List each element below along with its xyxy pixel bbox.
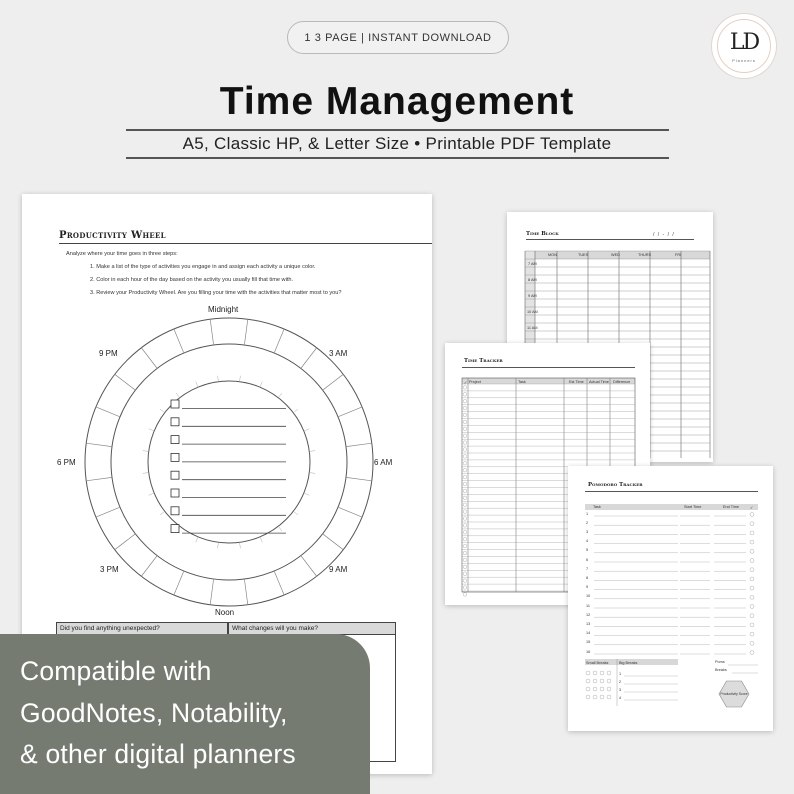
row-check xyxy=(463,413,467,417)
checklist-box xyxy=(171,400,179,408)
inner-tick xyxy=(160,511,165,515)
col-end-time: End Time xyxy=(723,505,740,509)
small-break-dot xyxy=(600,671,604,675)
compatibility-badge xyxy=(0,634,370,794)
question-unexpected: Did you find anything unexpected? xyxy=(57,623,227,635)
productivity-score-label: Productivity Score xyxy=(720,692,748,696)
checklist-box xyxy=(171,507,179,515)
time-block-date: / / - / / xyxy=(653,232,675,238)
row-check xyxy=(463,579,467,583)
row-check xyxy=(463,586,467,590)
time-11am: 11 AM xyxy=(527,326,538,330)
small-break-dot xyxy=(600,687,604,691)
row-check xyxy=(750,531,754,535)
small-break-dot xyxy=(607,687,611,691)
row-check xyxy=(750,522,754,526)
row-check xyxy=(463,524,467,528)
row-check xyxy=(463,517,467,521)
row-check xyxy=(463,406,467,410)
row-number: 7 xyxy=(586,566,589,571)
row-check xyxy=(750,595,754,599)
row-check xyxy=(750,559,754,563)
inner-tick xyxy=(143,473,149,474)
inner-tick xyxy=(304,429,310,431)
row-number: 8 xyxy=(586,575,589,580)
big-break-3: 3 xyxy=(619,688,622,692)
row-check xyxy=(750,623,754,627)
row-check xyxy=(750,513,754,517)
row-check xyxy=(463,496,467,500)
row-check xyxy=(463,386,467,390)
inner-tick xyxy=(218,542,219,548)
hour-segment-divider xyxy=(301,556,317,577)
small-break-dot xyxy=(586,679,590,683)
row-check xyxy=(463,531,467,535)
row-number: 6 xyxy=(586,557,589,562)
big-breaks-header: Big Breaks xyxy=(619,661,638,665)
row-check xyxy=(463,462,467,466)
row-check xyxy=(463,558,467,562)
wheel-intro: Analyze where your time goes in three steps: xyxy=(66,251,178,257)
inner-tick xyxy=(309,473,315,474)
row-number: 10 xyxy=(586,594,591,599)
row-check xyxy=(750,605,754,609)
hour-segment-divider xyxy=(323,374,344,390)
row-check xyxy=(750,651,754,655)
badge-line-3: & other digital planners xyxy=(20,739,296,769)
title-rule-bottom xyxy=(126,157,669,159)
row-check xyxy=(463,434,467,438)
wheel-label-9pm: 9 PM xyxy=(99,349,118,358)
title-rule-top xyxy=(126,129,669,131)
pomodoro-title: Pomodoro Tracker xyxy=(588,482,643,488)
small-break-dot xyxy=(600,695,604,699)
inner-tick xyxy=(149,493,155,495)
time-tracker-title: Time Tracker xyxy=(464,358,503,364)
hour-segment-divider xyxy=(210,579,213,605)
clock-wheel xyxy=(22,194,432,624)
badge-line-2: GoodNotes, Notability, xyxy=(20,698,288,728)
hour-segment-divider xyxy=(244,319,247,345)
badge-line-1: Compatible with xyxy=(20,656,212,686)
row-check xyxy=(463,510,467,514)
small-break-dot xyxy=(607,695,611,699)
row-check xyxy=(463,468,467,472)
big-break-2: 2 xyxy=(619,680,622,684)
hour-segment-divider xyxy=(86,477,112,480)
logo-wordmark: Planners xyxy=(732,58,756,63)
row-check xyxy=(750,586,754,590)
inner-tick xyxy=(240,376,241,382)
col-project: Project xyxy=(469,380,481,384)
small-break-dot xyxy=(586,671,590,675)
small-break-dot xyxy=(586,695,590,699)
small-breaks-header: Small Breaks xyxy=(586,661,609,665)
hour-segment-divider xyxy=(346,443,372,446)
checklist-box xyxy=(171,436,179,444)
inner-tick xyxy=(260,537,262,543)
hour-segment-divider xyxy=(301,348,317,369)
time-block-title: Time Block xyxy=(526,231,559,237)
pomodoro-tracker-sheet xyxy=(568,466,773,731)
wheel-label-6pm: 6 PM xyxy=(57,458,76,467)
hour-segment-divider xyxy=(244,579,247,605)
hour-segment-divider xyxy=(96,407,120,417)
day-fri: FRI xyxy=(675,253,682,257)
inner-tick xyxy=(293,511,298,515)
hour-segment-divider xyxy=(210,319,213,345)
col-difference: Difference xyxy=(613,380,631,384)
big-break-4: 4 xyxy=(619,696,622,700)
wheel-label-9am: 9 AM xyxy=(329,565,348,574)
row-check xyxy=(750,632,754,636)
small-break-dot xyxy=(593,695,597,699)
hour-segment-divider xyxy=(141,348,157,369)
breaks-label: Breaks xyxy=(715,668,727,672)
brand-logo xyxy=(712,14,776,78)
page-subtitle: A5, Classic HP, & Letter Size • Printable PDF Template xyxy=(182,134,612,153)
col-actual-time: Actual Time xyxy=(589,380,609,384)
row-check xyxy=(750,614,754,618)
row-check xyxy=(463,455,467,459)
hour-segment-divider xyxy=(274,571,284,595)
row-check xyxy=(463,475,467,479)
row-check xyxy=(463,503,467,507)
row-check xyxy=(463,399,467,403)
wheel-label-3pm: 3 PM xyxy=(100,565,119,574)
small-break-dot xyxy=(586,687,590,691)
day-tues: TUES xyxy=(578,253,589,257)
day-mon: MON xyxy=(548,253,557,257)
wheel-label-3am: 3 AM xyxy=(329,349,348,358)
col-start-time: Start Time xyxy=(684,505,702,509)
row-check xyxy=(750,577,754,581)
inner-tick xyxy=(149,429,155,431)
page-count-pill: 1 3 PAGE | INSTANT DOWNLOAD xyxy=(287,21,509,54)
inner-tick xyxy=(260,382,262,388)
page-title: Time Management xyxy=(219,80,575,123)
inner-tick xyxy=(304,493,310,495)
time-7am: 7 AM xyxy=(528,262,537,266)
row-number: 9 xyxy=(586,585,589,590)
row-check xyxy=(463,489,467,493)
small-break-dot xyxy=(593,687,597,691)
time-8am: 8 AM xyxy=(528,278,537,282)
row-check xyxy=(463,593,467,597)
hour-segment-divider xyxy=(174,571,184,595)
hour-segment-divider xyxy=(115,374,136,390)
poms-label: Poms xyxy=(715,660,725,664)
row-check xyxy=(463,572,467,576)
col-task: Task xyxy=(593,505,601,509)
checklist-box xyxy=(171,453,179,461)
hour-segment-divider xyxy=(338,407,362,417)
inner-tick xyxy=(309,451,315,452)
col-est-time: Est Time xyxy=(569,380,584,384)
row-check xyxy=(463,544,467,548)
inner-tick xyxy=(278,526,282,531)
checklist-box xyxy=(171,489,179,497)
checklist-box xyxy=(171,471,179,479)
inner-tick xyxy=(240,542,241,548)
wheel-label-midnight: Midnight xyxy=(208,305,239,314)
table-header-band xyxy=(462,378,635,384)
row-check xyxy=(750,568,754,572)
small-break-dot xyxy=(600,679,604,683)
row-check xyxy=(463,441,467,445)
small-break-dot xyxy=(593,679,597,683)
small-break-dot xyxy=(593,671,597,675)
row-check xyxy=(463,565,467,569)
small-break-dot xyxy=(607,671,611,675)
row-check xyxy=(463,448,467,452)
row-number: 3 xyxy=(586,529,589,534)
wheel-label-noon: Noon xyxy=(215,608,235,617)
inner-tick xyxy=(196,537,198,543)
col-check: ✓ xyxy=(464,381,468,385)
row-number: 2 xyxy=(586,520,589,525)
hour-segment-divider xyxy=(115,534,136,550)
inner-tick xyxy=(196,382,198,388)
wheel-step-1: 1. Make a list of the type of activities you engage in and assign each activity a unique color. xyxy=(90,264,316,270)
wheel-step-3: 3. Review your Productivity Wheel. Are you filling your time with the activities that matter most to you? xyxy=(90,290,342,296)
big-break-1: 1 xyxy=(619,672,622,676)
wheel-label-6am: 6 AM xyxy=(374,458,393,467)
productivity-wheel-title: Productivity Wheel xyxy=(59,230,166,241)
hour-segment-divider xyxy=(338,507,362,517)
hour-segment-divider xyxy=(346,477,372,480)
day-thurs: THURS xyxy=(638,253,652,257)
time-9am: 9 AM xyxy=(528,294,537,298)
row-check xyxy=(463,420,467,424)
inner-tick xyxy=(278,393,282,398)
wheel-step-2: 2. Color in each hour of the day based on the activity you usually fill that time with. xyxy=(90,277,294,283)
row-check xyxy=(750,641,754,645)
hour-segment-divider xyxy=(274,329,284,353)
hour-segment-divider xyxy=(86,443,112,446)
col-task: Task xyxy=(518,380,526,384)
row-check xyxy=(463,537,467,541)
row-number: 1 xyxy=(586,511,589,516)
question-changes: What changes will you make? xyxy=(229,623,395,635)
row-check xyxy=(750,540,754,544)
row-check xyxy=(463,393,467,397)
row-number: 13 xyxy=(586,621,591,626)
row-number: 5 xyxy=(586,548,589,553)
row-check xyxy=(463,551,467,555)
checklist-box xyxy=(171,418,179,426)
logo-monogram: LD xyxy=(729,30,759,55)
row-check xyxy=(463,427,467,431)
time-10am: 10 AM xyxy=(527,310,538,314)
inner-tick xyxy=(218,376,219,382)
row-check xyxy=(463,482,467,486)
inner-tick xyxy=(160,409,165,413)
inner-tick xyxy=(143,451,149,452)
hour-segment-divider xyxy=(323,534,344,550)
row-number: 16 xyxy=(586,649,591,654)
row-number: 14 xyxy=(586,631,591,636)
inner-tick xyxy=(293,409,298,413)
inner-tick xyxy=(176,393,180,398)
day-wed: WED xyxy=(611,253,620,257)
col-check: ✓ xyxy=(750,506,754,510)
checklist-box xyxy=(171,525,179,533)
row-number: 11 xyxy=(586,603,590,608)
row-number: 4 xyxy=(586,539,589,544)
hour-segment-divider xyxy=(141,556,157,577)
hour-segment-divider xyxy=(174,329,184,353)
hour-segment-divider xyxy=(96,507,120,517)
small-break-dot xyxy=(607,679,611,683)
row-check xyxy=(750,549,754,553)
row-number: 12 xyxy=(586,612,591,617)
row-number: 15 xyxy=(586,640,591,645)
